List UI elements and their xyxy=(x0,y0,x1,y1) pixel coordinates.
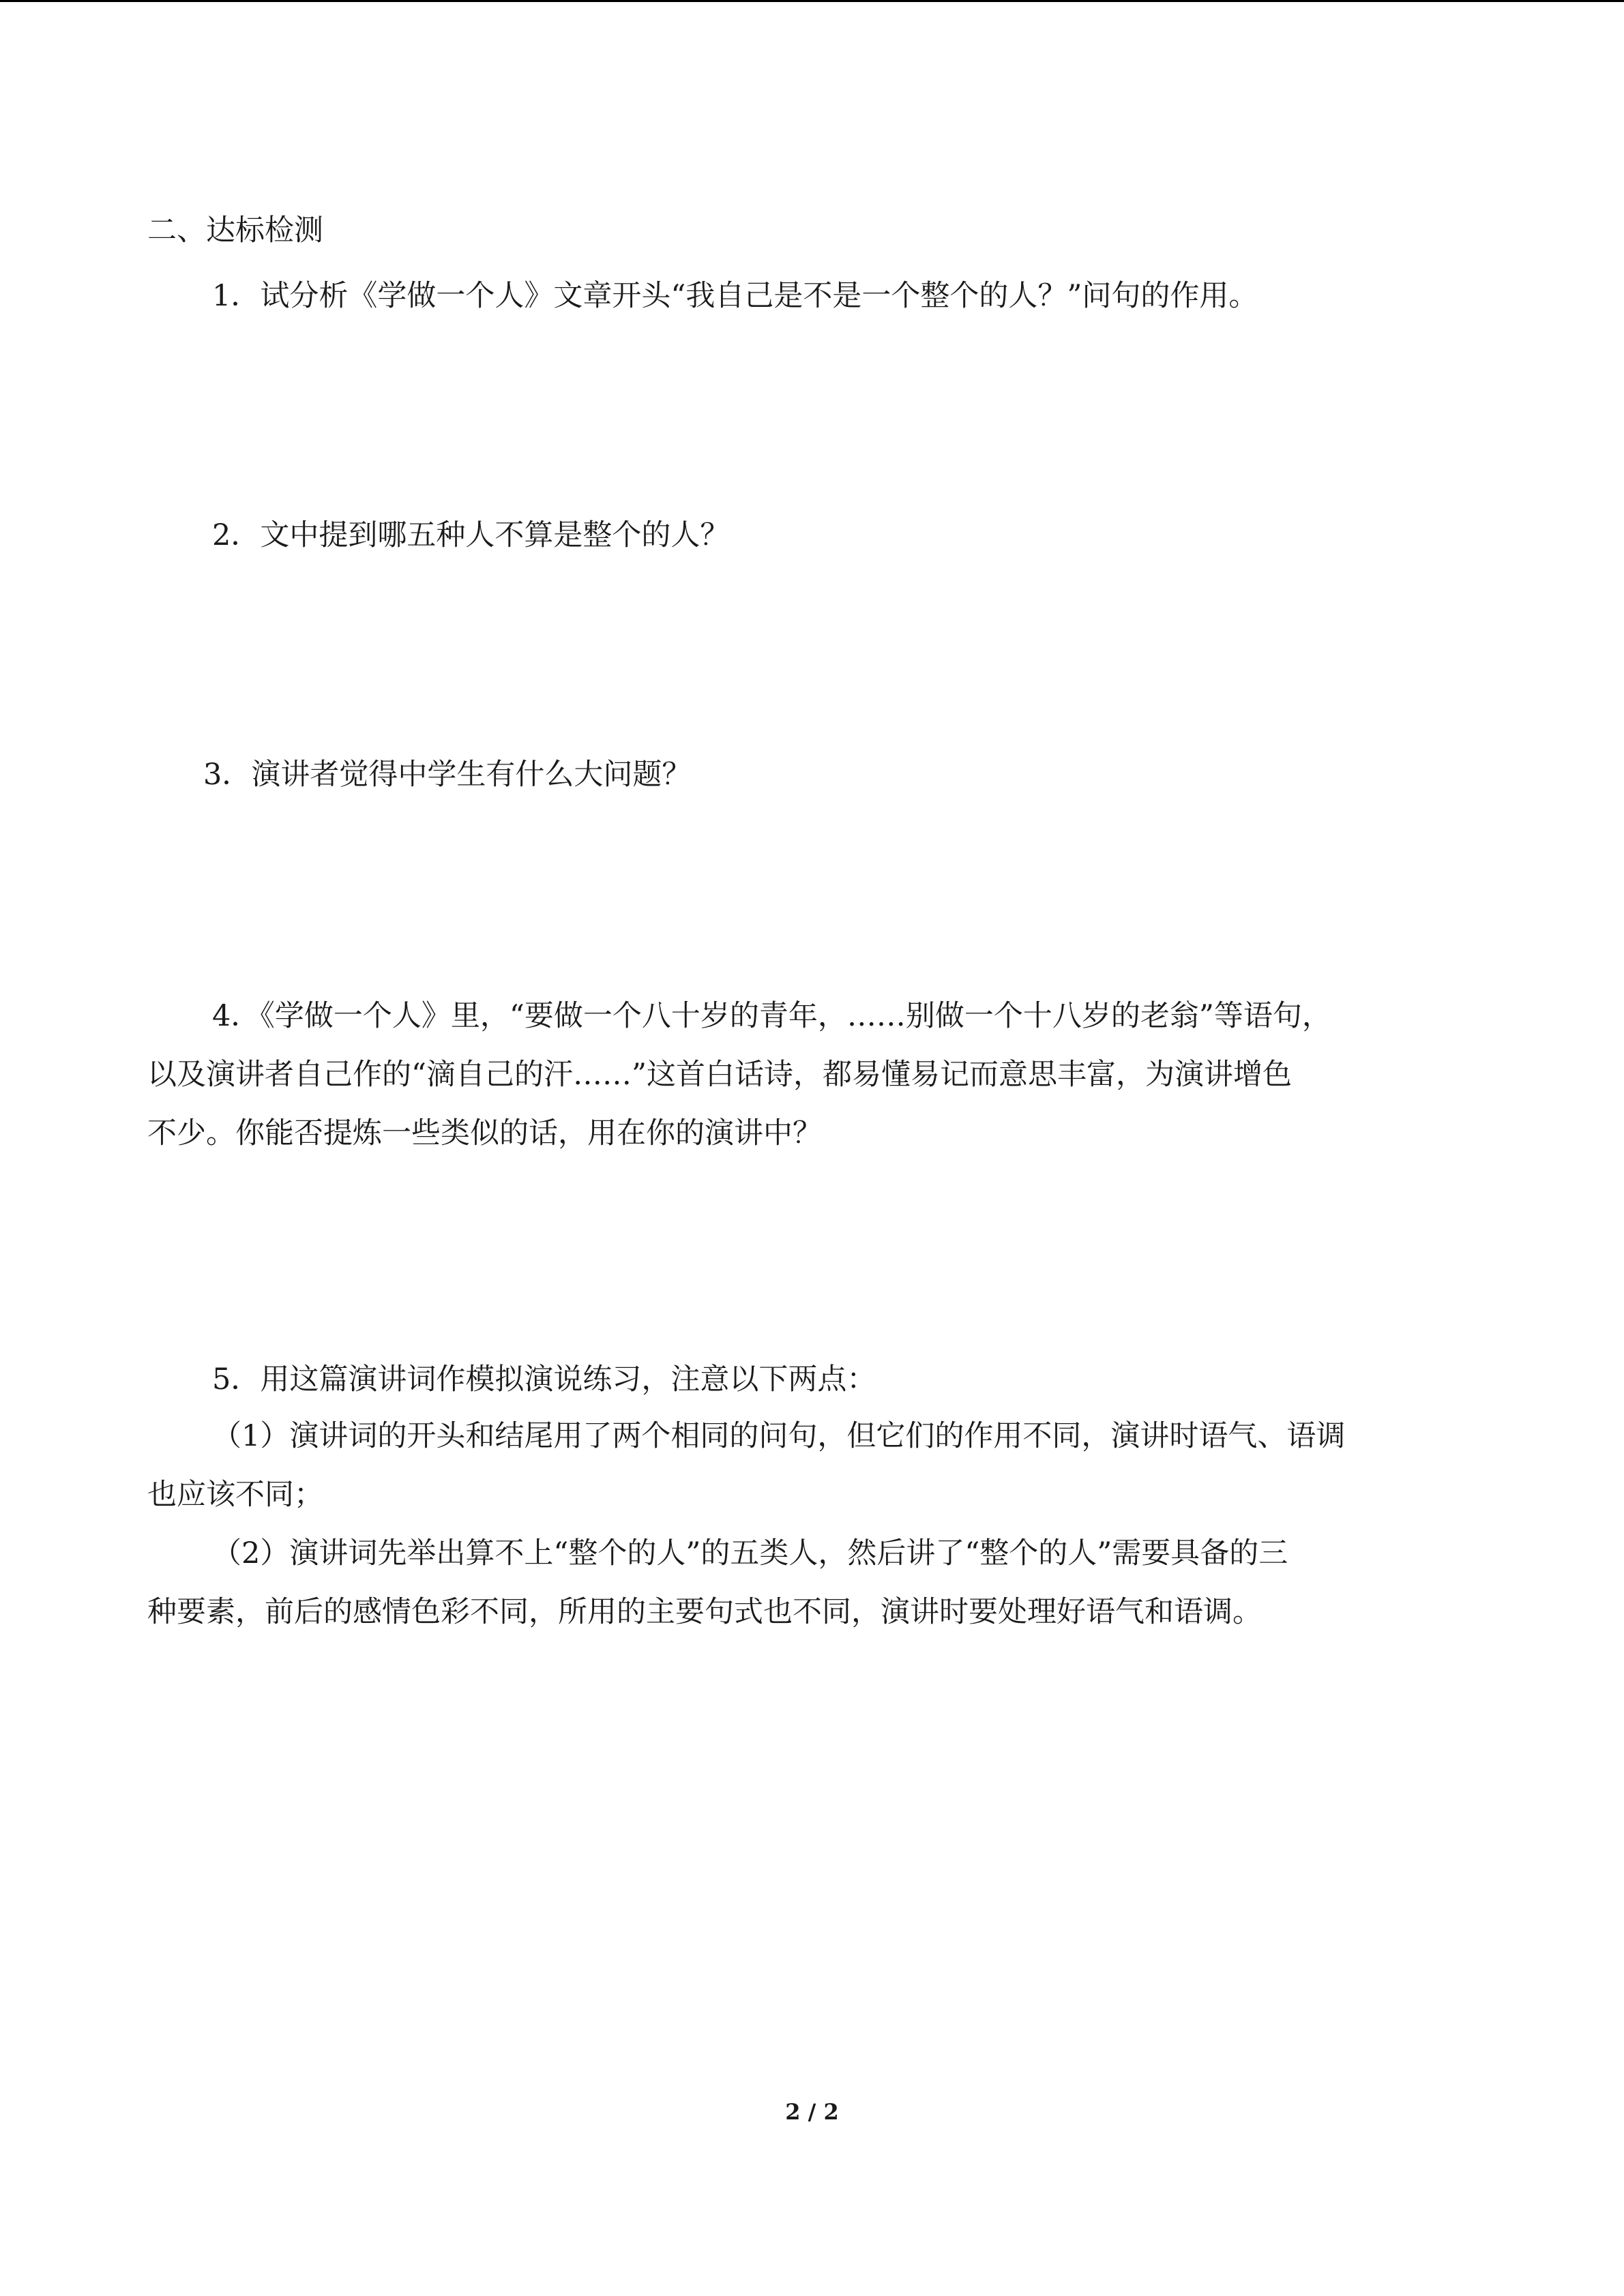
question-5-line-5: 种要素，前后的感情色彩不同，所用的主要句式也不同，演讲时要处理好语气和语调。 xyxy=(147,1595,1262,1629)
question-4-line-1: 4．《学做一个人》里，“要做一个八十岁的青年，……别做一个十八岁的老翁”等语句， xyxy=(212,999,1331,1033)
question-4-line-3: 不少。你能否提炼一些类似的话，用在你的演讲中？ xyxy=(147,1116,822,1150)
section-heading: 二、达标检测 xyxy=(147,213,323,248)
question-5-line-3: 也应该不同； xyxy=(147,1478,323,1512)
question-3-line-1: 3．演讲者觉得中学生有什么大问题？ xyxy=(203,758,692,792)
question-4-line-2: 以及演讲者自己作的“滴自己的汗……”这首白话诗，都易懂易记而意思丰富，为演讲增色 xyxy=(147,1058,1292,1092)
question-5-line-4: （2）演讲词先举出算不上“整个的人”的五类人，然后讲了“整个的人”需要具备的三 xyxy=(212,1536,1288,1570)
question-1-line-1: 1．试分析《学做一个人》文章开头“我自己是不是一个整个的人？”问句的作用。 xyxy=(212,279,1258,313)
question-5-line-2: （1）演讲词的开头和结尾用了两个相同的问句，但它们的作用不同，演讲时语气、语调 xyxy=(212,1419,1346,1453)
page-number: 2 / 2 xyxy=(785,2099,839,2125)
page-top-border xyxy=(0,0,1624,2)
question-5-line-1: 5．用这篇演讲词作模拟演说练习，注意以下两点： xyxy=(212,1362,876,1397)
question-2-line-1: 2．文中提到哪五种人不算是整个的人？ xyxy=(212,518,730,552)
